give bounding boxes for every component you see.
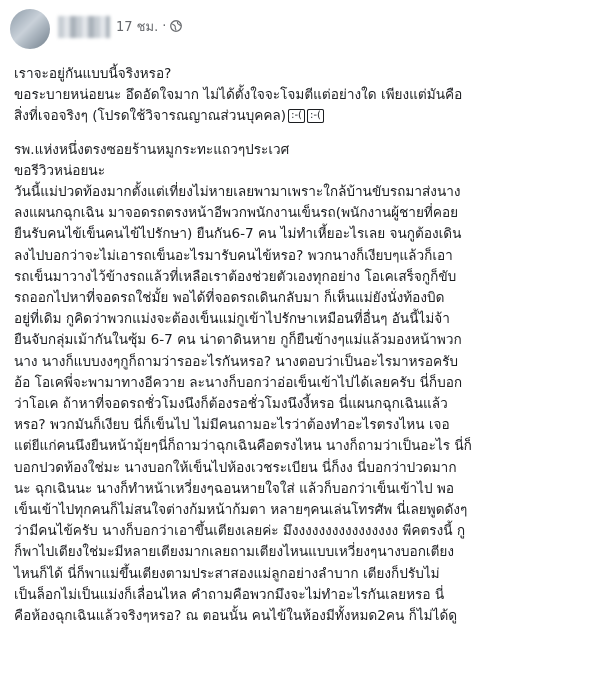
intro-line: สิ่งที่เจอจริงๆ (โปรดใช้วิจารณญาณส่วนบุคคล) (14, 108, 287, 125)
sad-emoji-icon: :-( (307, 109, 324, 123)
story-line: รถออกไปหาที่จอดรถใช่มั้ย พอได้ที่จอดรถเดินกลับมา ก็เห็นแม่ยังนั่งท้องบิด (14, 290, 445, 307)
story-line: ยืนจับกลุ่มเม้ากันในซุ้ม 6-7 คน น่าดาดินหาย กูก็ยืนข้างๆแม่แล้วมองหน้าพวก (14, 332, 462, 349)
story-line: นะ ฉุกเฉินนะ นางก็ทำหน้าเหวี่ยงๆฉอนหายใจใส่ แล้วก็บอกว่าเข็นเข้าไป พอ (14, 480, 455, 497)
story-line: อยู่ที่เดิม กูคิดว่าพวกแม่งจะต้องเข็นแม่กูเข้าไปรักษาเหมือนที่อื่นๆ อันนี้ไม่จ้า (14, 311, 450, 328)
story-line: เข็นเข้าไปทุกคนก็ไม่สนใจต่างก้มหน้าก้มตา หลายๆคนเล่นโทรศัพ นี่เลยพูดดังๆ (14, 502, 468, 519)
story-line: ลงแผนกฉุกเฉิน มาจอดรถตรงหน้าอีพวกพนักงานเข็นรถ(พนักงานผู้ชายที่คอย (14, 205, 459, 222)
story-line: รถเข็นมาวางไว้ข้างรถแล้วที่เหลือเราต้องช่วยตัวเองทุกอย่าง โอเคเสร็จกูก็ขับ (14, 268, 457, 285)
story-paragraph (14, 182, 596, 627)
story-line: บอกปวดท้องใช่มะ นางบอกให้เข็นไปห้องเวชระเบียน นี่ก็งง นี่บอกว่าปวดมาก (14, 459, 457, 476)
story-line: หรอ? พวกมันก็เงียบ นี่ก็เข็นไป ไม่มีคนถามอะไรว่าต้องทำอะไรตรงไหน เจอ (14, 417, 450, 434)
story-line: ว่าโอเค ถ้าหาที่จอดรถชั่วโมงนึงก็ต้องรอชั่วโมงนึงงี้หรอ นี่แผนกฉุกเฉินแล้ว (14, 396, 448, 413)
meta-separator: · (162, 18, 167, 34)
sad-emoji-icon: :-( (288, 109, 305, 123)
story-line: แต่ยีแก่คนนึงยืนหน้ามุ้ยๆนี่ก็ถามว่าฉุกเฉินคือตรงไหน นางก็ถามว่าเป็นอะไร นี่ก็ (14, 438, 472, 455)
story-line: วันนี้แม่ปวดท้องมากตั้งแต่เที่ยงไม่หายเลยพามาเพราะใกล้บ้านขับรถมาส่งนาง (14, 184, 461, 201)
story-line: ไหนก็ได้ นี่ก็พาแม่ขึ้นเตียงตามประสาสองแม่ลูกอย่างลำบาก เตียงก็ปรับไม่ (14, 565, 440, 582)
title-line: รพ.แห่งหนึ่งตรงซอยร้านหมูกระทะแถวๆประเวศ (14, 141, 290, 158)
intro-line: เราจะอยู่กันแบบนี้จริงหรอ? (14, 66, 172, 82)
title-line: ขอรีวิวหน่อยนะ (14, 162, 106, 179)
story-line: คือห้องฉุกเฉินแล้วจริงๆหรอ? ณ ตอนนั้น คนไข้ในห้องมีทั้งหมด2คน ก็ไม่ได้ดู (14, 608, 458, 625)
avatar[interactable] (10, 9, 50, 49)
story-line: เป็นล็อกไม่เป็นแม่งก็เลื่อนไหล คำถามคือพวกมึงจะไม่ทำอะไรกันเลยหรอ นี่ (14, 586, 445, 603)
story-line: ยืนรับคนไข้เข็นคนไข้ไปรักษา) ยืนกัน6-7 คน ไม่ทำเหี้ยอะไรเลย จนกูต้องเดิน (14, 226, 462, 243)
intro-line: ขอระบายหน่อยนะ อึดอัดใจมาก ไม่ได้ตั้งใจจะโจมตีแต่อย่างใด เพียงแต่มันคือ (14, 87, 463, 104)
story-line: ว่ามีคนไข้ครับ นางก็บอกว่าเอาขึ้นเตียงเลยค่ะ มึงงงงงงงงงงงงงงงง พีคตรงนี้ กู (14, 523, 466, 540)
intro-line-with-emoji (14, 106, 596, 127)
story-line: อ้อ โอเคพี่จะพามาทางอีควาย ละนางก็บอกว่าอ่อเข็นเข้าไปได้เลยครับ นี่ก็บอก (14, 374, 463, 391)
story-line: ลงไปบอกว่าจะไม่เอารถเข็นอะไรมารับคนไข้หรอ? พวกนางก็เงียบๆแล้วก็เอา (14, 247, 453, 264)
story-line: นาง นางก็แบบงงๆกูก็ถามว่ารออะไรกันหรอ? นางตอบว่าเป็นอะไรมาหรอครับ (14, 353, 459, 370)
post-body (0, 58, 610, 627)
post-meta (116, 16, 182, 37)
post-timestamp[interactable]: 17 ชม. (116, 19, 159, 35)
title-paragraph (14, 140, 596, 182)
post-header (0, 0, 610, 58)
globe-icon[interactable] (170, 20, 182, 32)
story-line: ก็พาไปเตียงใช่มะมีหลายเตียงมากเลยถามเตียงไหนแบบเหวี่ยงๆนางบอกเตียง (14, 544, 455, 561)
author-name-blurred[interactable] (58, 16, 110, 38)
intro-paragraph (14, 64, 596, 128)
